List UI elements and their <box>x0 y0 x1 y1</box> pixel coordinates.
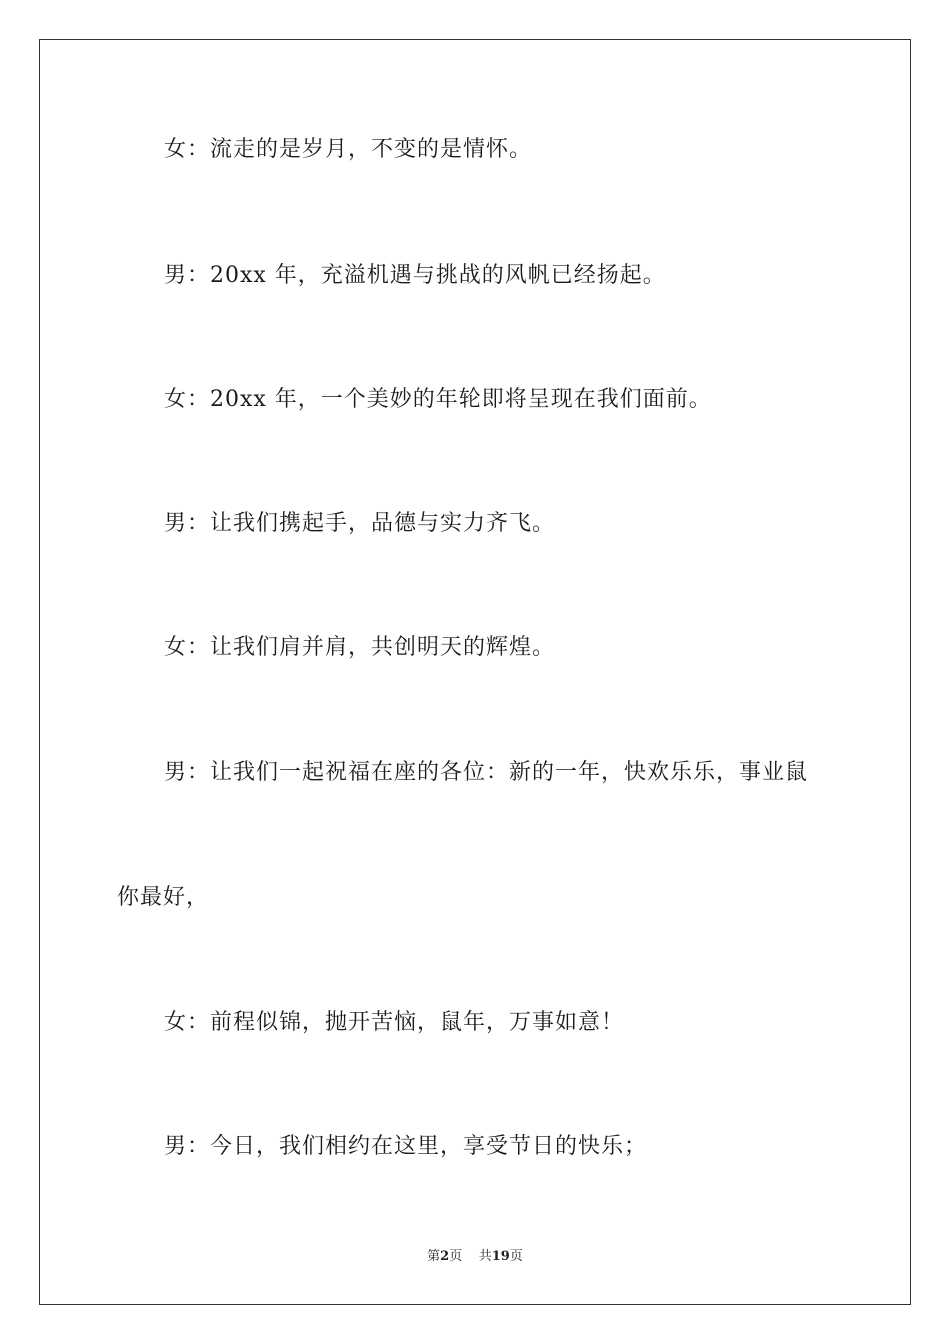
dialogue-line-7: 女：前程似锦，抛开苦恼，鼠年，万事如意！ <box>164 1010 625 1035</box>
page-footer <box>0 1248 950 1266</box>
footer-total-pages: 19 <box>491 1249 510 1264</box>
dialogue-line-4: 男：让我们携起手，品德与实力齐飞。 <box>164 511 556 536</box>
dialogue-line-8: 男：今日，我们相约在这里，享受节日的快乐； <box>164 1134 648 1159</box>
footer-page-suffix: 页 <box>449 1249 463 1264</box>
page-border <box>39 39 911 1305</box>
dialogue-line-2: 男：20xx 年，充溢机遇与挑战的风帆已经扬起。 <box>164 263 666 288</box>
dialogue-line-5: 女：让我们肩并肩，共创明天的辉煌。 <box>164 635 556 660</box>
footer-total-prefix: 共 <box>478 1249 492 1264</box>
dialogue-line-6: 男：让我们一起祝福在座的各位：新的一年，快欢乐乐，事业鼠 <box>164 760 809 785</box>
dialogue-line-1: 女：流走的是岁月，不变的是情怀。 <box>164 137 533 162</box>
footer-page-number: 2 <box>440 1249 450 1264</box>
dialogue-line-3: 女：20xx 年，一个美妙的年轮即将呈现在我们面前。 <box>164 387 712 412</box>
footer-total-suffix: 页 <box>509 1249 523 1264</box>
footer-page-prefix: 第 <box>427 1249 441 1264</box>
dialogue-line-6-continued: 你最好， <box>117 885 210 910</box>
